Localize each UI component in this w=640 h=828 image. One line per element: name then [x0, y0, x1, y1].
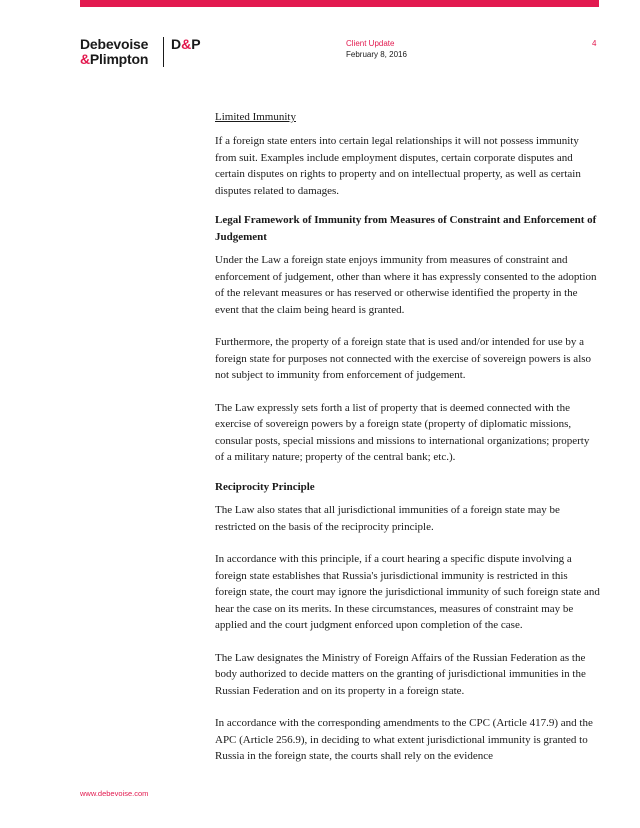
firm-logo [80, 37, 148, 67]
paragraph: The Law expressly sets forth a list of property that is deemed connected with the exercise of sovereign powers by a foreign state (property of diplomatic missions, consular posts, special missions and missions to international organizations; property of a military nature; property of the central bank; etc.). [215, 401, 590, 463]
logo-line-1: Debevoise [80, 36, 149, 52]
paragraph: Under the Law a foreign state enjoys immunity from measures of constraint and enforcement of judgement, other than where it has expressly consented to the adoption of the relevant measures or has reserved or otherwise identified the property in the event that the claim being heard is granted. [215, 254, 597, 316]
footer-url[interactable]: www.debevoise.com [80, 789, 149, 798]
document-type: Client Update [346, 39, 395, 48]
paragraph: In accordance with this principle, if a court hearing a specific dispute involving a foreign state establishes that Russia's jurisdictional immunity is restricted in this foreign state, the court may ignore the jurisdictional immunity of such foreign state and hear the case on its merits. In these circumstances, measures of constraint may be applied and the court judgment enforced upon completion of the case. [215, 553, 600, 631]
page-number: 4 [592, 39, 597, 48]
logo-line-2 [80, 52, 148, 67]
section-heading-legal-framework: Legal Framework of Immunity from Measures of Constraint and Enforcement of Judgement [215, 214, 597, 243]
top-accent-bar [80, 0, 599, 7]
section-heading-limited-immunity: Limited Immunity [215, 111, 296, 123]
paragraph: If a foreign state enters into certain legal relationships it will not possess immunity from suit. Examples include employment disputes, certain corporate disputes and certain disputes on rights to property and on intellectual property, as well as certain disputes related to damages. [215, 135, 581, 197]
logo-divider [163, 37, 164, 67]
section-heading-reciprocity: Reciprocity Principle [215, 480, 315, 493]
logo-line-2-text: Plimpton [89, 51, 149, 67]
paragraph: Furthermore, the property of a foreign state that is used and/or intended for use by a foreign state for purposes not connected with the exercise of sovereign powers is also not subject to immunity from enforcement of judgement. [215, 336, 592, 381]
document-date: February 8, 2016 [346, 50, 407, 59]
logo-ampersand: & [80, 51, 90, 67]
logo-mark: D&P [171, 36, 201, 52]
paragraph: The Law designates the Ministry of Foreign Affairs of the Russian Federation as the body authorized to decide matters on the granting of jurisdictional immunities in the Russian Federation and on its property in a foreign state. [215, 651, 586, 697]
paragraph: In accordance with the corresponding amendments to the CPC (Article 417.9) and the APC (Article 256.9), in deciding to what extent jurisdictional immunity is granted to Russia in the foreign state, the courts shall rely on the evidence [215, 717, 593, 762]
paragraph: The Law also states that all jurisdictional immunities of a foreign state may be restricted on the basis of the reciprocity principle. [215, 504, 560, 533]
document-body [215, 109, 601, 781]
